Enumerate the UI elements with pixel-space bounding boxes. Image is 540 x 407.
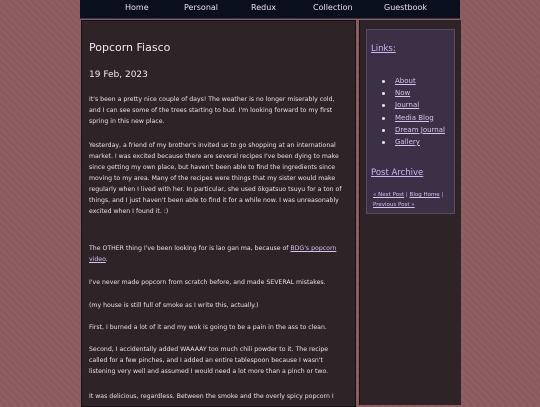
previous-post-link[interactable]: Previous Post » bbox=[373, 202, 415, 208]
links-list bbox=[382, 77, 445, 150]
separator: | bbox=[404, 192, 410, 198]
sidebar-link-about[interactable]: About bbox=[382, 77, 445, 89]
nav-home[interactable]: Home bbox=[125, 3, 149, 12]
bdg-popcorn-video-link[interactable]: BDG's popcorn video bbox=[89, 245, 337, 263]
nav-collection[interactable]: Collection bbox=[313, 3, 353, 12]
sidebar-link-now[interactable]: Now bbox=[382, 89, 445, 101]
nav-guestbook[interactable]: Guestbook bbox=[384, 3, 427, 12]
post-date: 19 Feb, 2023 bbox=[89, 70, 148, 80]
sidebar-link-media-blog[interactable]: Media Blog bbox=[382, 114, 445, 126]
links-heading: Links: bbox=[371, 44, 396, 54]
sidebar bbox=[359, 20, 461, 405]
blog-home-link[interactable]: Blog Home bbox=[409, 192, 440, 198]
separator: | bbox=[439, 192, 444, 198]
post-paragraph-6: First, I burned a lot of it and my wok is going to be a pain in the ass to clean. bbox=[89, 324, 327, 331]
post-paragraph-2: Yesterday, a friend of my brother's invited us to go shopping at an international market. I was excited because there are several recipes I've been dying to make since getting my own place, but haven't been able to find the ingredients since moving to my area. Many of the recipes were things that my sister would make regularly when I lived with her. In particular, she used ōkgatsuo tsuyu for a ton of things, and I just haven't been able to find it for a while now. I was unreasonably excited when I found it. :) bbox=[89, 142, 342, 215]
post-paragraph-3-text: The OTHER thing I've been looking for is lao gan ma, because of bbox=[89, 245, 291, 252]
sidebar-link-gallery[interactable]: Gallery bbox=[382, 138, 445, 150]
post-archive-heading: Post Archive bbox=[371, 168, 424, 178]
nav-personal[interactable]: Personal bbox=[184, 3, 219, 12]
sidebar-link-journal[interactable]: Journal bbox=[382, 101, 445, 113]
next-post-link[interactable]: « Next Post bbox=[373, 192, 405, 198]
post-title: Popcorn Fiasco bbox=[89, 41, 171, 54]
nav-redux[interactable]: Redux bbox=[251, 3, 277, 12]
post-paragraph-7: Second, I accidentally added WAAAAY too much chili powder to it. The recipe called for a few pinches, and I added an entire tablespoon because I wasn't listening very well and assumed I would need a lot more than a pinch or two. bbox=[89, 346, 329, 375]
post-paragraph-5: (my house is still full of smoke as I write this, actually.) bbox=[89, 302, 259, 309]
post-paragraph-3 bbox=[89, 243, 347, 265]
post-paragraph-4: I've never made popcorn from scratch before, and made SEVERAL mistakes. bbox=[89, 279, 326, 286]
post-paragraph-3-end: . bbox=[105, 256, 108, 263]
post-archive-nav bbox=[373, 190, 453, 210]
top-navigation bbox=[80, 0, 460, 19]
sidebar-link-dream-journal[interactable]: Dream Journal bbox=[382, 126, 445, 138]
post-paragraph-8: It was delicious, regardless. Between the smoke and the overly spicy popcorn I bbox=[89, 393, 334, 400]
blog-post bbox=[81, 20, 356, 407]
post-paragraph-1: It's been a pretty nice couple of days! The weather is no longer miserably cold, and I can see some of the trees starting to bud. I'm looking forward to my first spring in this new place. bbox=[89, 96, 335, 125]
sidebar-panel bbox=[366, 29, 455, 214]
